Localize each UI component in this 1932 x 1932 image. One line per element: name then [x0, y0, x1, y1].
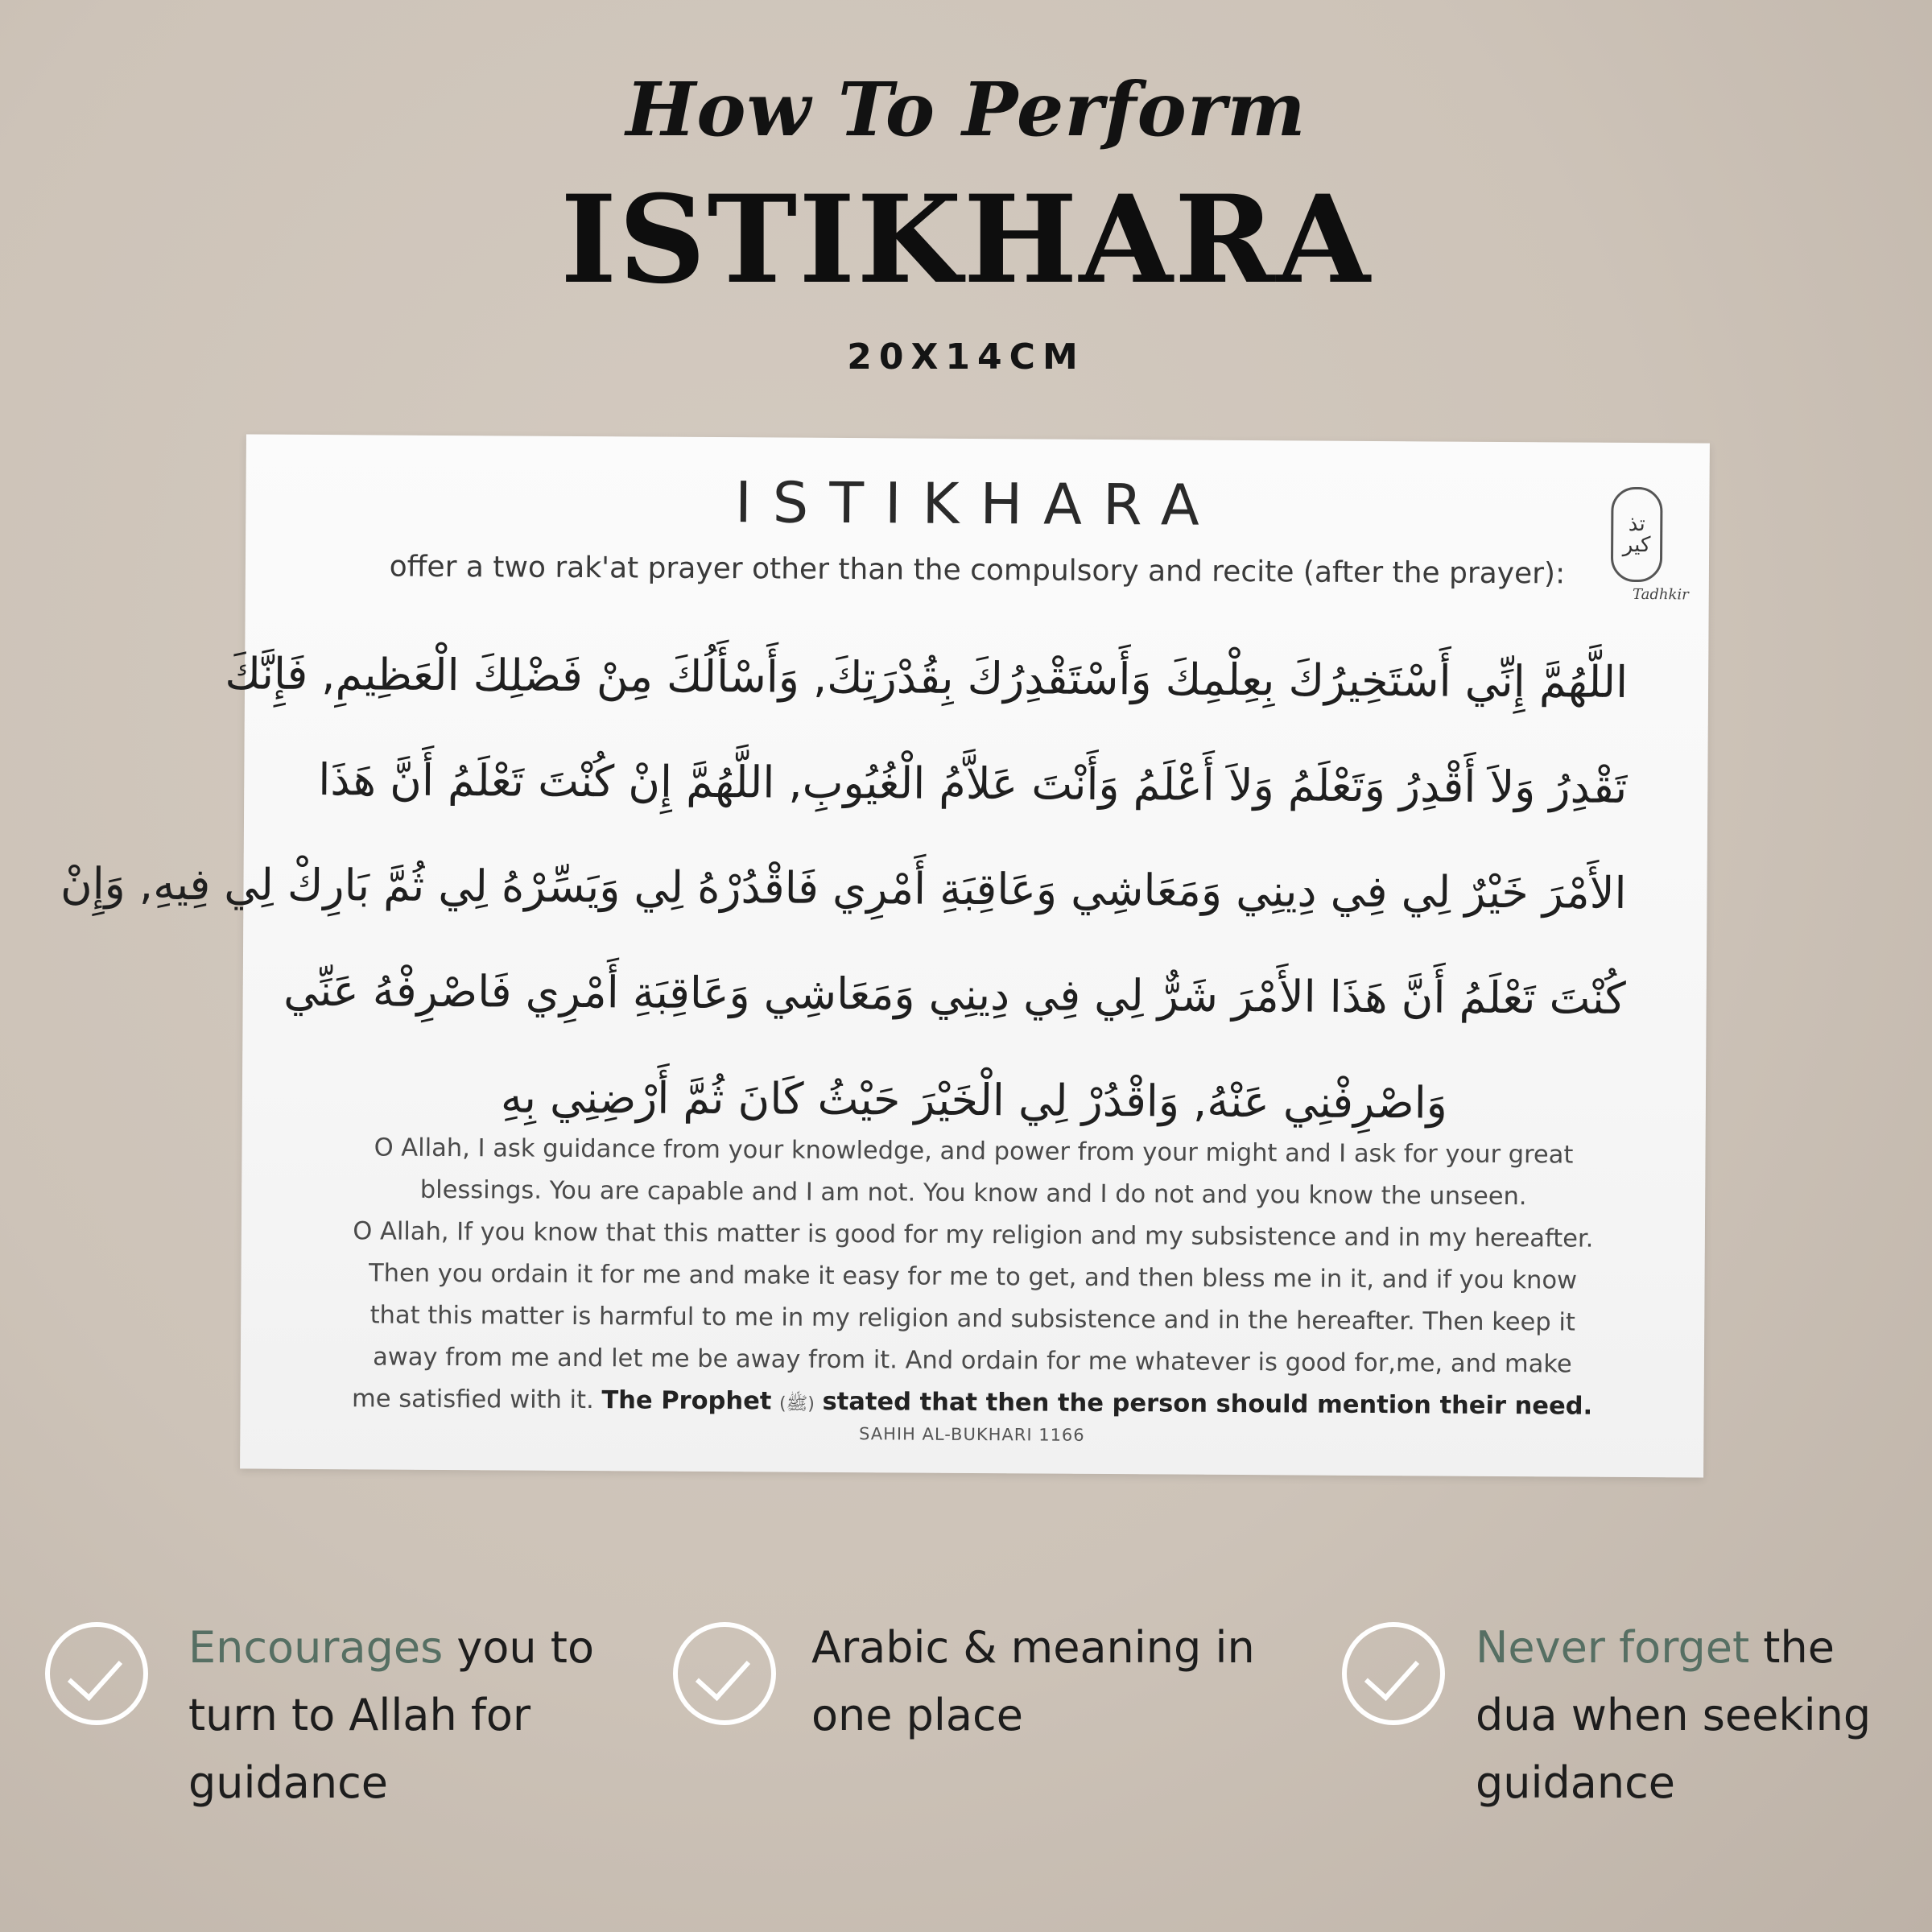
english-translation	[284, 1127, 1661, 1430]
english-closing-text: me satisfied with it.	[351, 1385, 594, 1415]
english-line: that this matter is harmful to me in my religion and subsistence and in the hereafter. Then keep it	[369, 1301, 1575, 1337]
english-line: blessings. You are capable and I am not. You know and I do not and you know the unseen.	[419, 1175, 1527, 1212]
feature-line: the	[1749, 1622, 1835, 1673]
tadhkir-logo: تذ كير	[1611, 487, 1663, 582]
arabic-line: وَاصْرِفْنِي عَنْهُ, وَاقْدُرْ لِي الْخَيْرَ حَيْثُ كَانَ ثُمَّ أَرْضِنِي بِهِ	[500, 1071, 1448, 1129]
feature-accent: Encourages	[188, 1622, 444, 1673]
header-size-label: 20X14CM	[847, 336, 1085, 378]
feature-line: Arabic & meaning in	[811, 1622, 1255, 1673]
features-row	[0, 1614, 1932, 1856]
arabic-line: تَقْدِرُ وَلاَ أَقْدِرُ وَتَعْلَمُ وَلاَ أَعْلَمُ وَأَنْتَ عَلاَّمُ الْغُيُوبِ, اللَّهُمَّ إِنْ كُنْتَ تَعْلَمُ أَنَّ هَذَا	[318, 754, 1628, 813]
istikhara-card	[60, 434, 1710, 1477]
english-line: O Allah, I ask guidance from your knowledge, and power from your might and I ask for your great	[374, 1133, 1574, 1170]
feature-accent: Never forget	[1476, 1622, 1750, 1673]
feature-line: guidance	[1476, 1757, 1676, 1808]
prophet-label: The Prophet	[601, 1386, 772, 1416]
arabic-line: الأَمْرَ خَيْرٌ لِي فِي دِينِي وَمَعَاشِي وَعَاقِبَةِ أَمْرِي فَاقْدُرْهُ لِي وَيَسِّرْهُ لِي ثُمَّ بَارِكْ لِي فِيهِ, وَإِنْ	[60, 858, 1627, 919]
arabic-line: كُنْتَ تَعْلَمُ أَنَّ هَذَا الأَمْرَ شَرٌّ لِي فِي دِينِي وَمَعَاشِي وَعَاقِبَةِ أَمْرِي فَاصْرِفْهُ عَنِّي	[283, 964, 1626, 1024]
check-circle-icon	[45, 1622, 148, 1725]
card-instruction: offer a two rak'at prayer other than the compulsory and recite (after the prayer):	[389, 550, 1566, 591]
english-line: Then you ordain it for me and make it easy for me to get, and then bless me in it, and if you know	[368, 1259, 1578, 1295]
feature-text	[188, 1614, 594, 1817]
feature-line: one place	[811, 1690, 1023, 1740]
feature-line: guidance	[188, 1757, 389, 1808]
feature-line: you to	[443, 1622, 594, 1673]
pbuh-glyph: (ﷺ)	[779, 1393, 815, 1414]
feature-line: dua when seeking	[1476, 1690, 1872, 1740]
prophet-statement: stated that then the person should mention their need.	[822, 1387, 1593, 1421]
feature-text	[811, 1614, 1255, 1749]
card-title: ISTIKHARA	[734, 469, 1220, 539]
arabic-line: اللَّهُمَّ إِنِّي أَسْتَخِيرُكَ بِعِلْمِكَ وَأَسْتَقْدِرُكَ بِقُدْرَتِكَ, وَأَسْأَلُكَ مِنْ فَضْلِكَ الْعَظِيمِ, فَإِنَّكَ	[225, 648, 1629, 708]
tadhkir-signature: Tadhkir	[1632, 585, 1689, 604]
header-title: ISTIKHARA	[560, 169, 1372, 311]
feature-line: turn to Allah for	[188, 1690, 531, 1740]
arabic-dua	[60, 621, 1629, 1157]
hadith-source: SAHIH AL-BUKHARI 1166	[858, 1424, 1085, 1445]
feature-text	[1476, 1614, 1871, 1817]
english-line: away from me and let me be away from it. And ordain for me whatever is good for,me, and make	[373, 1343, 1572, 1379]
check-circle-icon	[1342, 1622, 1445, 1725]
header-subtitle: How To Perform	[625, 66, 1307, 153]
check-circle-icon	[673, 1622, 776, 1725]
english-line: O Allah, If you know that this matter is good for my religion and my subsistence and in my hereafter.	[353, 1217, 1594, 1253]
